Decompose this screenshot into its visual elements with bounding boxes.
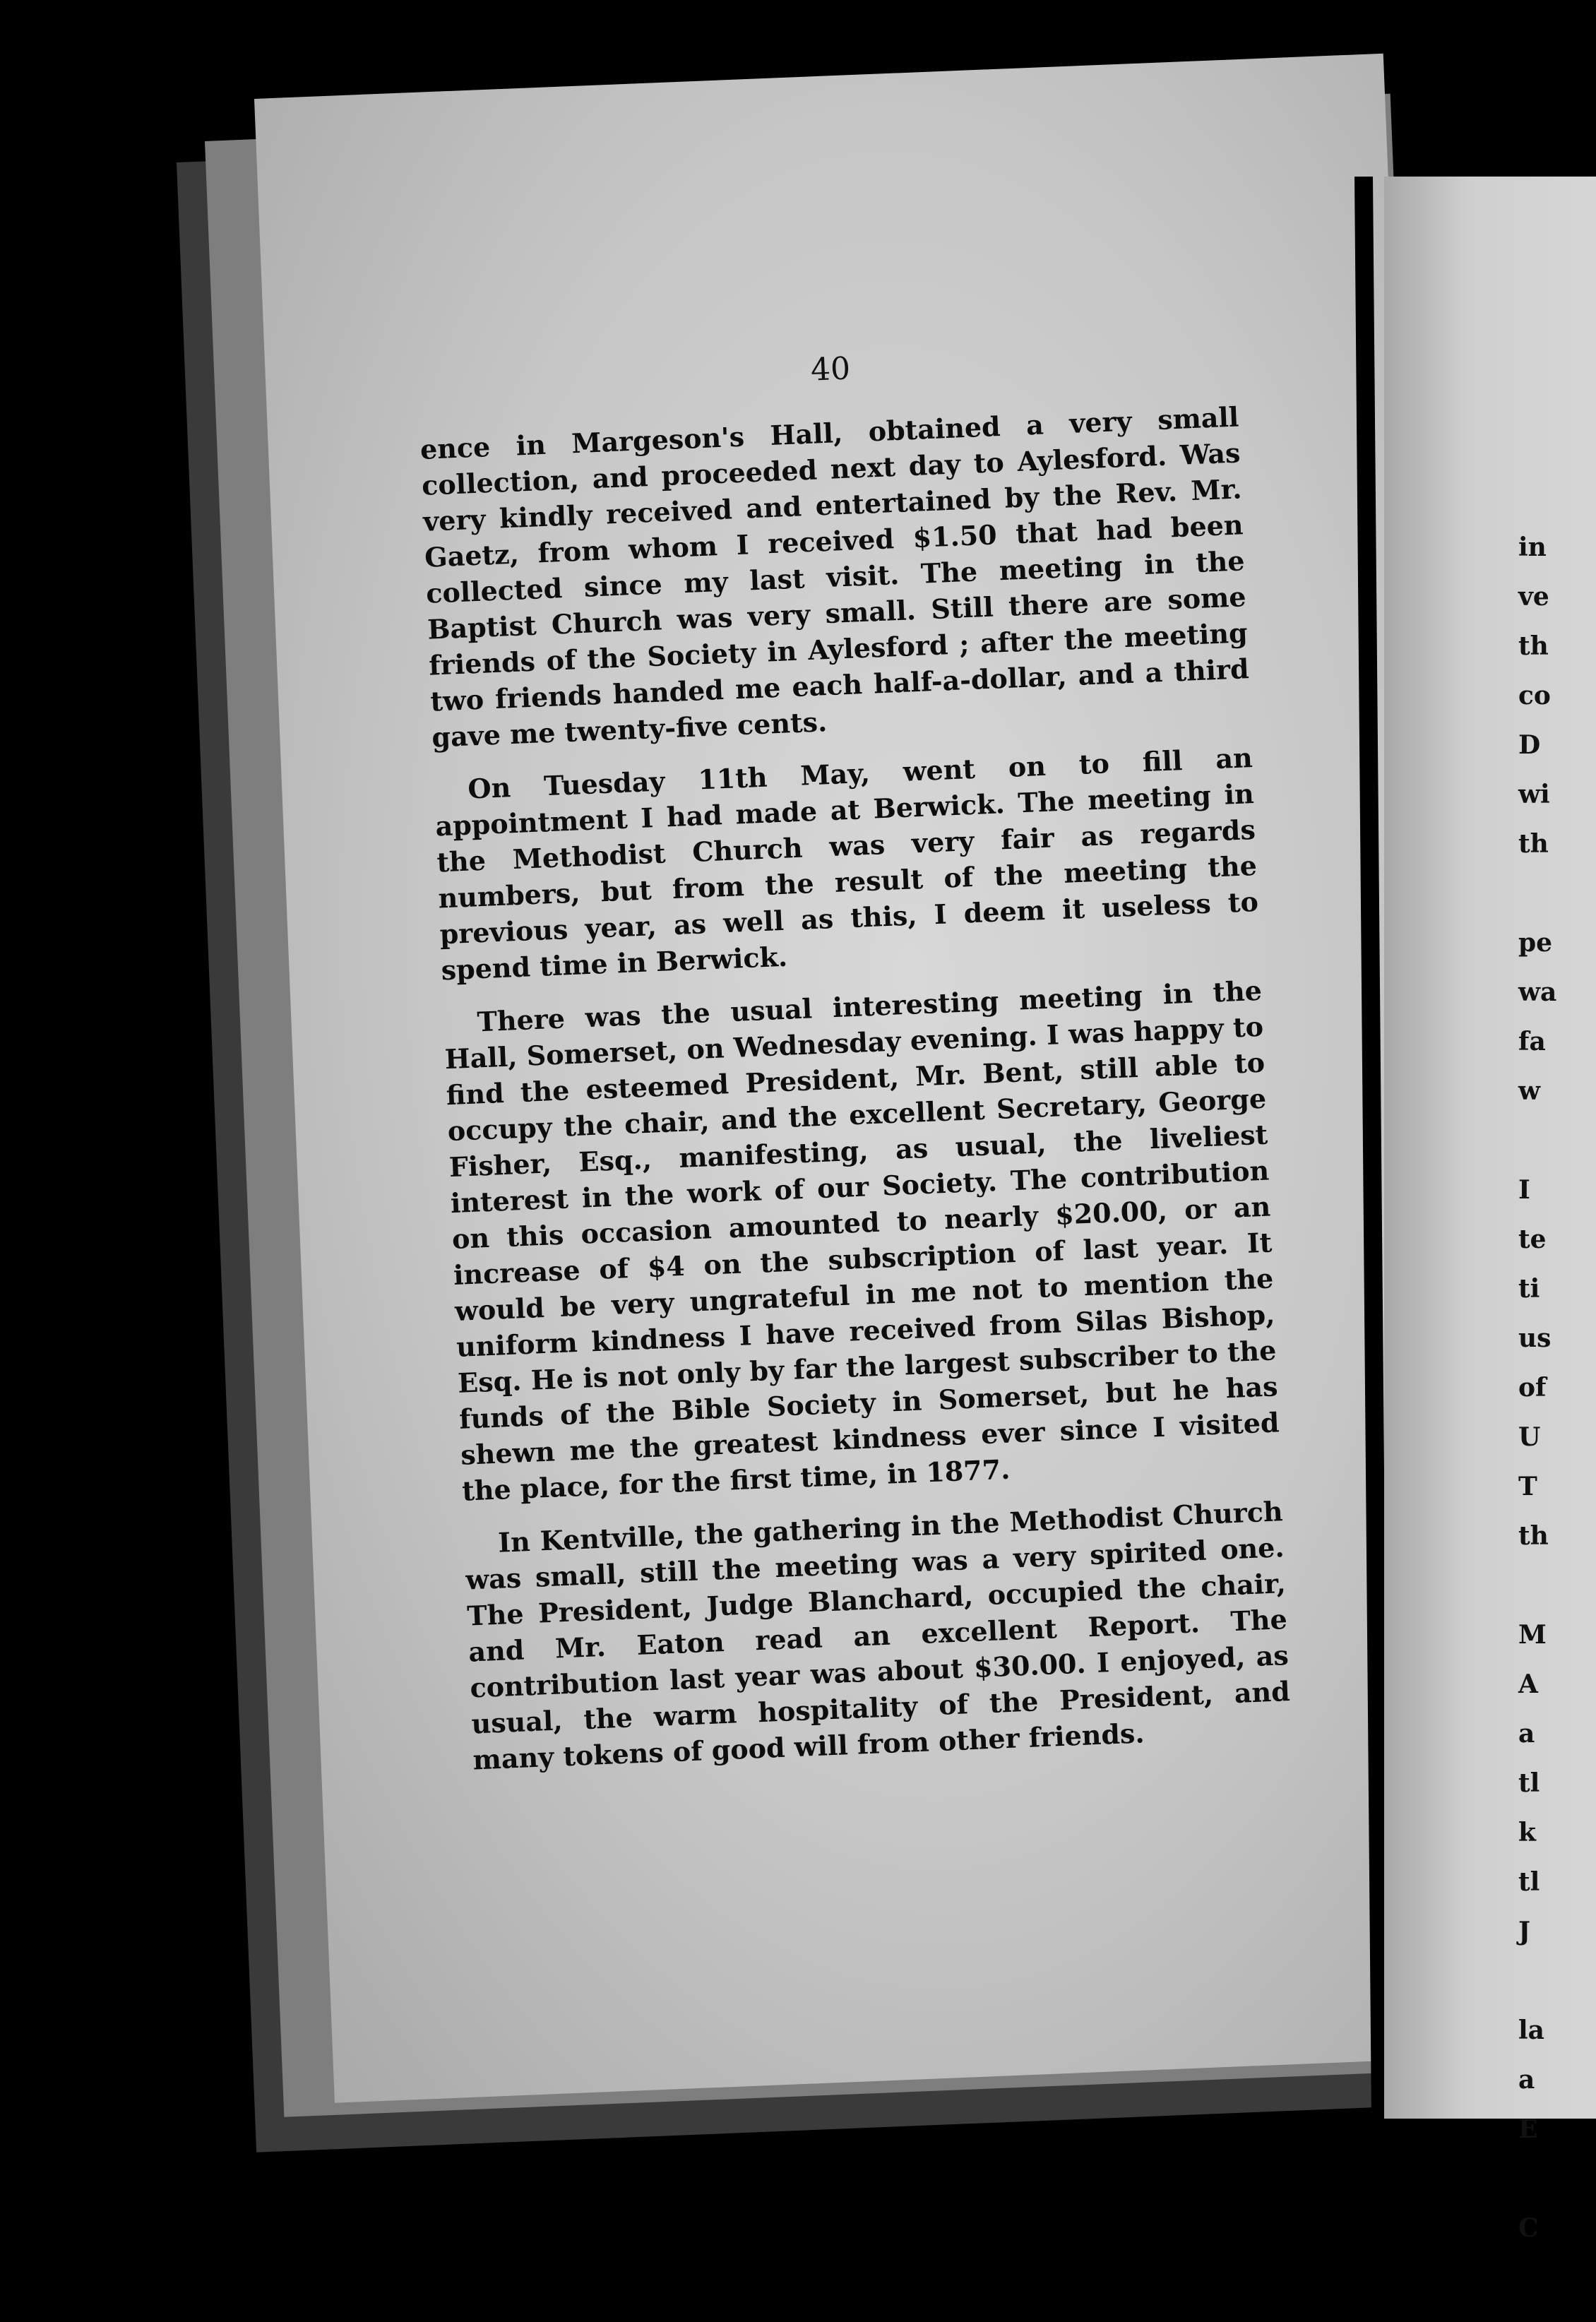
right-page-fragment: th: [1518, 829, 1549, 859]
right-page-fragment: la: [1518, 2016, 1545, 2045]
right-page-fragment: th: [1518, 1521, 1549, 1551]
right-page-fragment: [1518, 869, 1556, 918]
right-page-fragment: wi: [1518, 780, 1550, 809]
right-page-fragment: a: [1518, 1719, 1535, 1749]
right-page-fragment: [1518, 1561, 1556, 1610]
paragraph-somerset: There was the usual interesting meeting in the Hall, Somerset, on Wednesday evening. I was happy to find the esteemed President, Mr. Bent, still able to occupy the chair, and the excellent Secretary, George Fisher, Esq., manifesting, as usual, the liveliest interest in the work of our Society. The contribution on this occasion amounted to nearly $20.00, or an increase of $4 on the subscription of last year. It would be very ungrateful in me not to mention the uniform kindness I have received from Silas Bishop, Esq. He is not only by far the largest subscriber to the funds of the Bible Society in Somerset, but he has shewn me the greatest kindness ever since I visited the place, for the first time, in 1877.: [443, 974, 1280, 1507]
right-page-fragment: ti: [1518, 1274, 1540, 1304]
right-page-fragment: te: [1518, 1225, 1547, 1254]
right-page-fragment: U: [1518, 1422, 1541, 1452]
right-page-fragment: us: [1518, 1323, 1552, 1353]
right-page-fragment: pe: [1518, 928, 1553, 958]
right-page: [1384, 177, 1596, 2243]
right-page-fragment: M: [1518, 1620, 1547, 1650]
right-page-fragment: A: [1518, 1669, 1538, 1699]
right-page-fragment: [1518, 1956, 1556, 2006]
right-page-fragment: w: [1518, 1076, 1540, 1106]
right-page-fragment: C: [1518, 2213, 1539, 2243]
right-page-text-fragments: [1518, 523, 1556, 2253]
right-page-fragment: of: [1518, 1373, 1547, 1403]
right-page-fragment: co: [1518, 681, 1551, 710]
paragraph-berwick: On Tuesday 11th May, went on to fill an appointment I had made at Berwick. The meeting in the Methodist Church was very fair as regards numbers, but from the result of the meeting the previous year, as well as this, I deem it useless to spend time in Berwick.: [434, 742, 1259, 987]
right-page-fragment: ve: [1518, 582, 1549, 612]
right-page-fragment: k: [1518, 1818, 1536, 1847]
right-page-fragment: th: [1518, 631, 1549, 661]
left-page: [254, 54, 1464, 2103]
right-page-fragment: I: [1518, 1175, 1530, 1205]
right-page-fragment: fa: [1518, 1027, 1546, 1056]
right-page-fragment: wa: [1518, 977, 1557, 1007]
right-page-fragment: D: [1518, 730, 1541, 760]
right-page-fragment: E: [1518, 2114, 1538, 2144]
right-page-fragment: [1518, 2154, 1556, 2203]
right-page-fragment: T: [1518, 1472, 1537, 1501]
paragraph-kentville: In Kentville, the gathering in the Methodist Church was small, still the meeting was a very spirited one. The President, Judge Blanchard, occupied the chair, and Mr. Eaton read an excellent Report. The contribution last year was about $30.00. I enjoyed, as usual, the warm hospitality of the President, and many tokens of good will from other friends.: [465, 1495, 1291, 1776]
right-page-fragment: a: [1518, 2065, 1535, 2095]
right-page-fragment: J: [1518, 1917, 1531, 1946]
paragraph-aylesford: ence in Margeson's Hall, obtained a very small collection, and proceeded next day to Aylesford. Was very kindly received and entertained by the Rev. Mr. Gaetz, from whom I received $1.50 that had been collected since my last visit. The meeting in the Baptist Church was very small. Still there are some friends of the Society in Aylesford ; after the meeting two friends handed me each half-a-dollar, and a third gave me twenty-five cents.: [419, 400, 1250, 754]
right-page-fragment: tl: [1518, 1768, 1540, 1798]
body-text: [419, 398, 1293, 1794]
right-page-fragment: [1518, 1116, 1556, 1165]
right-page-fragment: in: [1518, 532, 1547, 562]
page-number: 40: [810, 350, 852, 388]
right-page-fragment: tl: [1518, 1867, 1540, 1897]
